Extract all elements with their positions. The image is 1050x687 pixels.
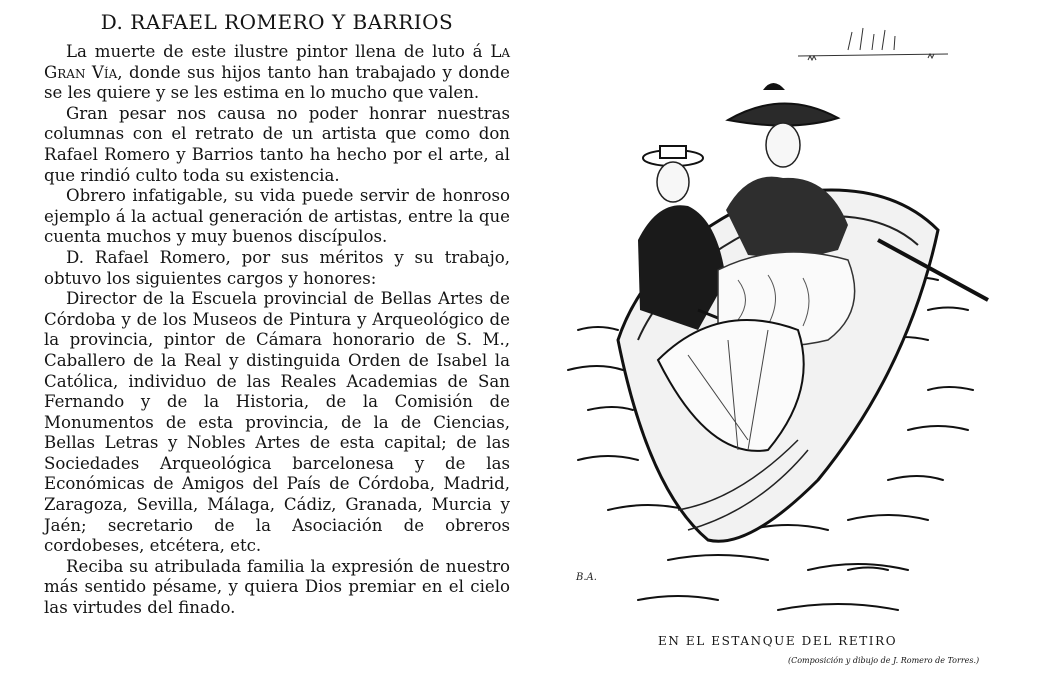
paragraph-honors-list: Director de la Escuela provincial de Bellas Artes de Córdoba y de los Museos de Pintura y Arqueológico de la provincia, pintor de Cámara honorario de S. M., Caballero de la Real y distinguida Orden de Isabel la Católica, individuo de las Reales Academias de San Fernando y de la Historia, de la Comisión de Monumentos de esta provincia, de la de Ciencias, Bellas Letras y Nobles Artes de esta capital; de las Sociedades Arqueológica barcelonesa y de las Económicas de Amigos del País de Córdoba, Madrid, Zaragoza, Sevilla, Málaga, Cádiz, Granada, Murcia y Jaén; secretario de la Asociación de obreros cordobeses, etcétera, etc. (44, 289, 510, 556)
paragraph-intro-text: La muerte de este ilustre pintor llena de luto á (66, 42, 491, 61)
article-headline: D. RAFAEL ROMERO Y BARRIOS (100, 10, 454, 34)
paragraph-intro-rest: , donde sus hijos tanto han trabajado y donde se les quiere y se les estima en lo mucho que valen. (44, 62, 511, 103)
illustration (548, 10, 1008, 650)
paragraph-honors-intro: D. Rafael Romero, por sus méritos y su trabajo, obtuvo los siguientes cargos y honores: (44, 247, 510, 288)
distant-shore-sketch (798, 28, 948, 60)
illustration-caption: EN EL ESTANQUE DEL RETIRO (658, 634, 898, 648)
article-column (44, 10, 510, 619)
rowboat-engraving (548, 10, 1008, 630)
paragraph-condolence: Reciba su atribulada familia la expresión de nuestro más sentido pésame, y quiera Dios premiar en el cielo las virtudes del finado. (44, 556, 510, 618)
artist-signature: B.A. (576, 572, 597, 583)
woman-seated-right (718, 83, 855, 346)
masthead-name: La Gran Vía (44, 42, 510, 82)
woman-seated-left (638, 146, 726, 330)
paragraph-intro (44, 42, 510, 104)
illustration-credit: (Composición y dibujo de J. Romero de Torres.) (788, 656, 980, 665)
paragraph-regret: Gran pesar nos causa no poder honrar nuestras columnas con el retrato de un artista que como don Rafael Romero y Barrios tanto ha hecho por el arte, al que rindió culto toda su existencia. (44, 103, 510, 185)
paragraph-worker: Obrero infatigable, su vida puede servir de honroso ejemplo á la actual generación de artistas, entre la que cuenta muchos y muy buenos discípulos. (44, 186, 510, 247)
